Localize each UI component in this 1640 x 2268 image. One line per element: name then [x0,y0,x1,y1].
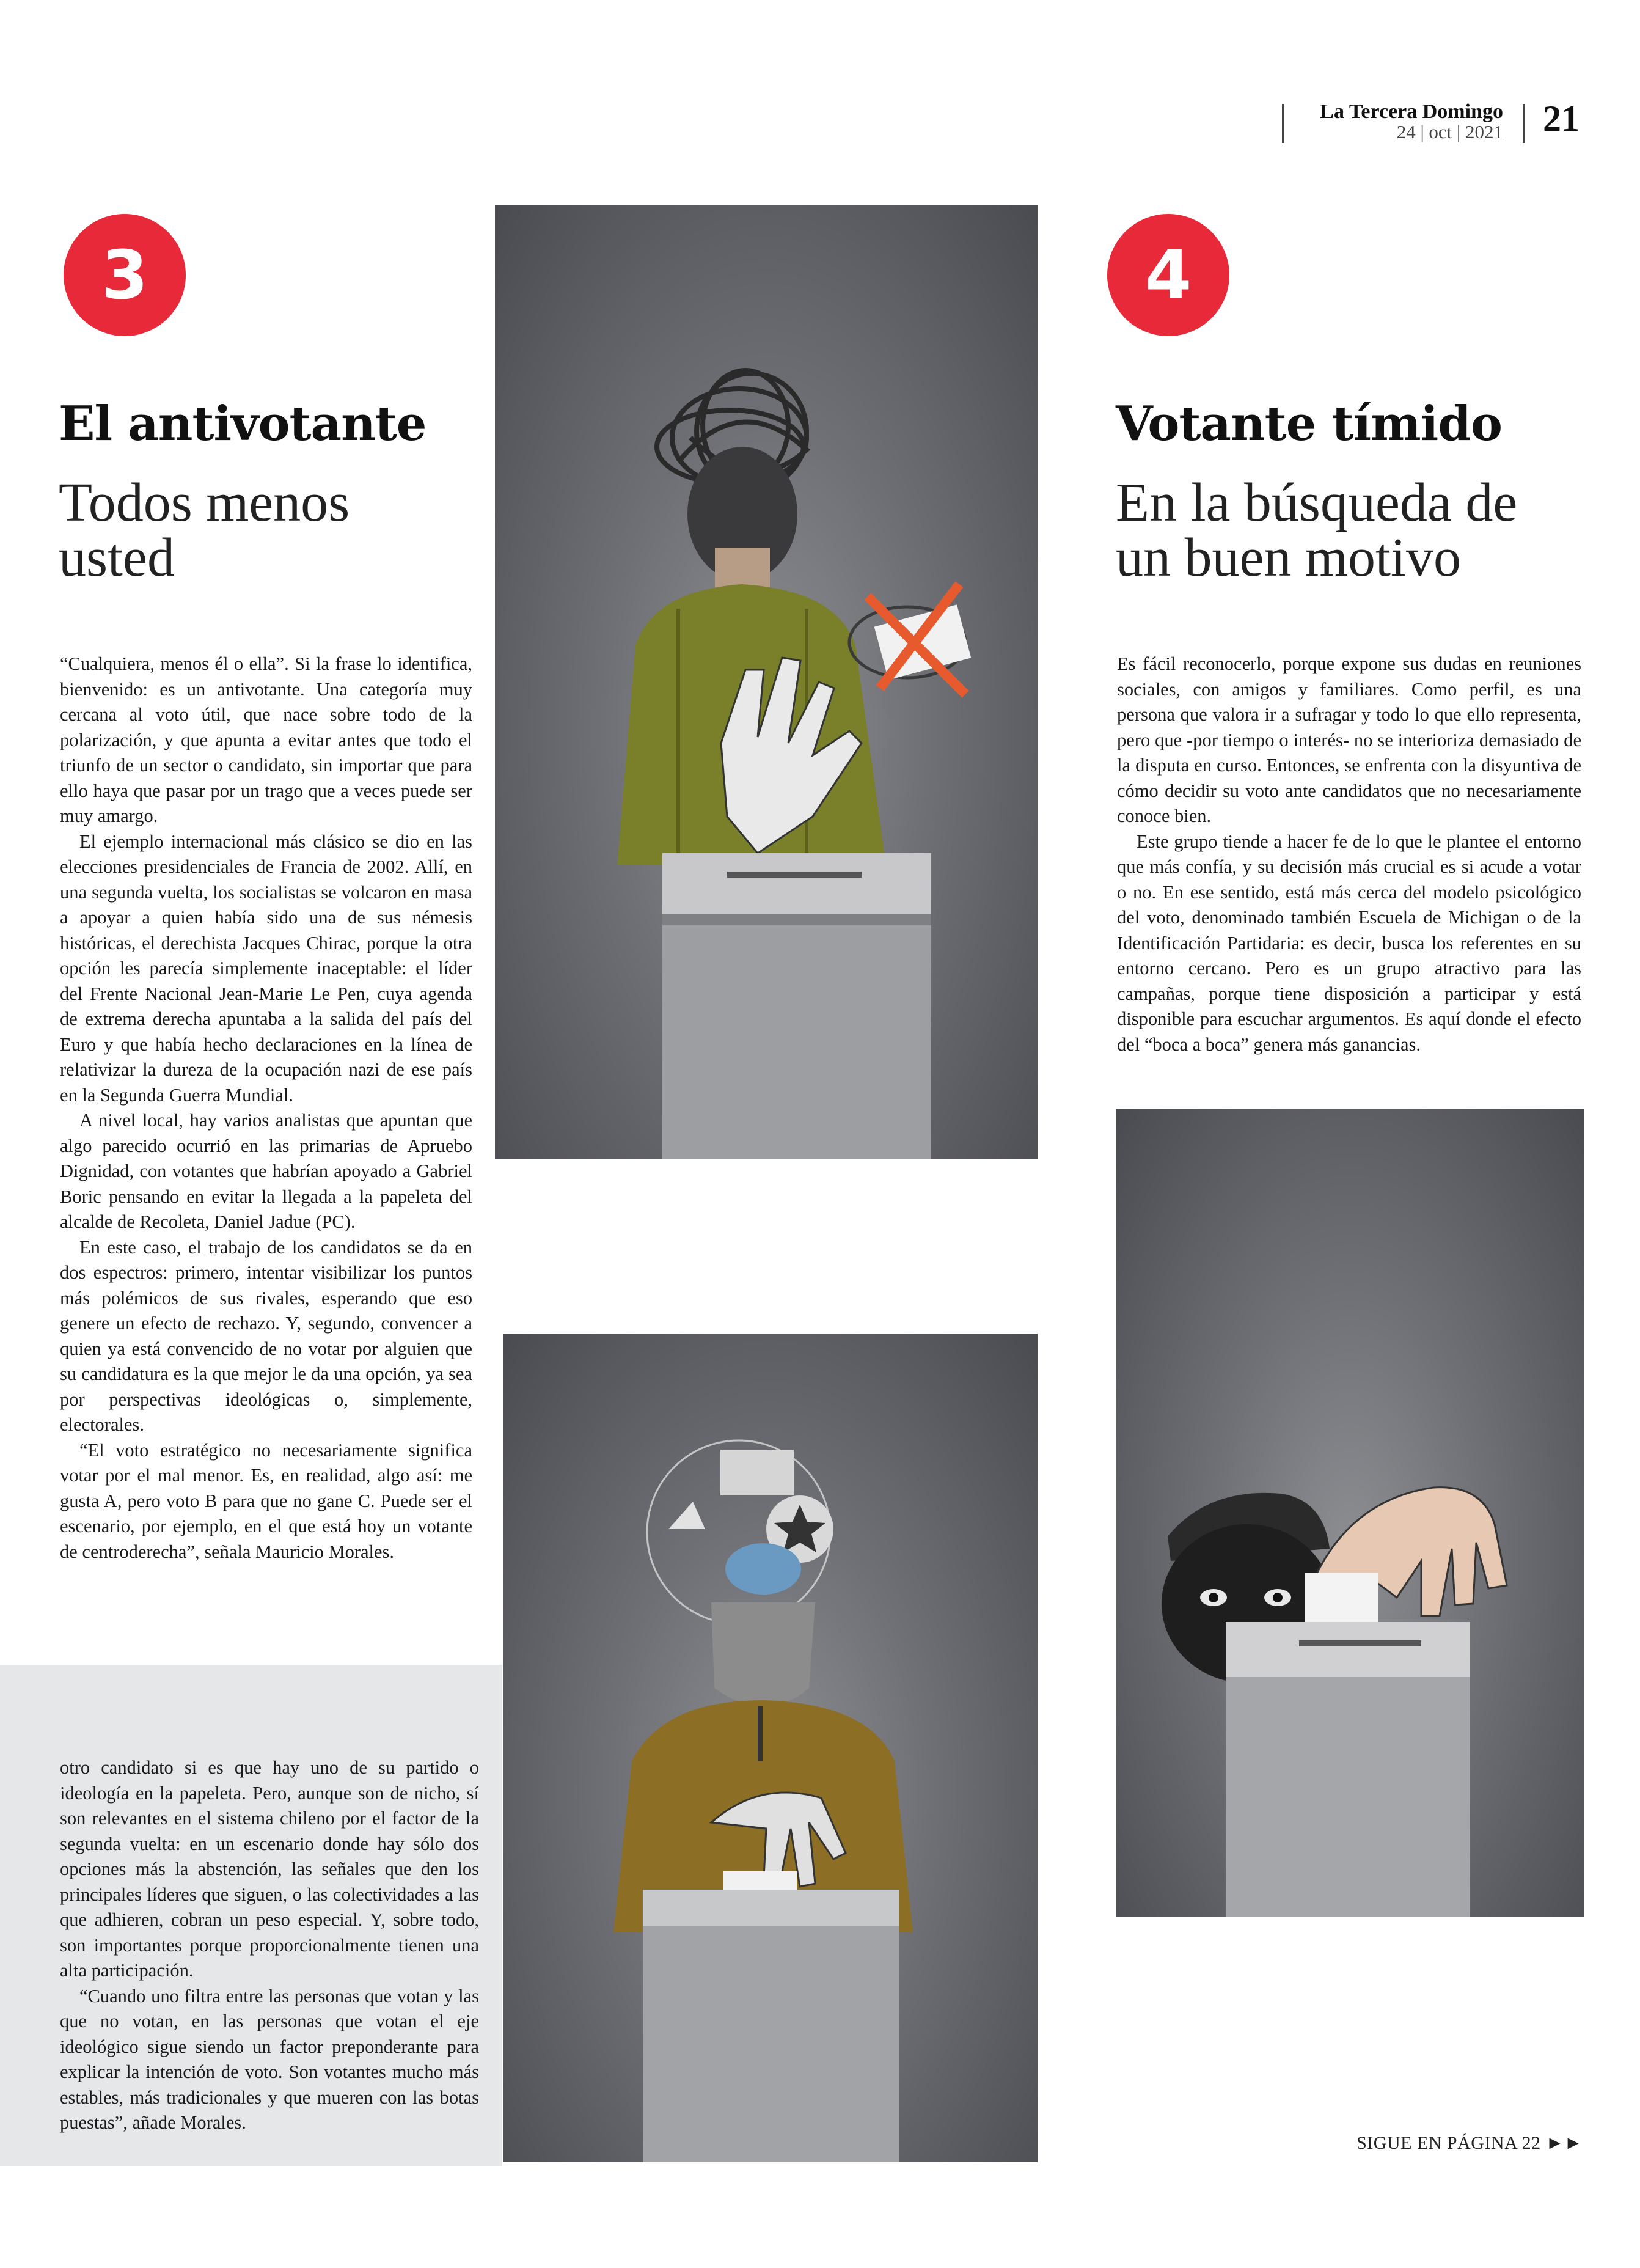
header-rule-right [1523,104,1525,143]
section-3-subtitle: Todos menos usted [59,472,350,588]
face [711,1602,815,1706]
header-rule-left [1282,104,1284,143]
section-4-paragraph: Es fácil reconocerlo, porque expone sus dudas en reuniones sociales, con amigos y familiares. Como perfil, es una persona que valora ir a sufragar y todo lo que ello representa, pero que -por tiempo o interés- no se interioriza demasiado de la disputa en curso. Entonces, se enfrenta con la disyuntiva de cómo decidir su voto ante candidatos que no necesariamente conoce bien. [1117,653,1581,826]
section-3-badge: 3 [64,214,186,336]
ballot-box [662,914,931,1159]
ballot-box [643,1926,899,2162]
ballot-box-top [643,1890,899,1926]
photo-fragment [720,1450,794,1495]
section-3-paragraph: “El voto estratégico no necesariamente significa votar por el mal menor. Es, en realidad, algo así: me gusta A, pero voto B para que no gane C. Puede ser el escenario, por ejemplo, en el que está hoy un votante de centroderecha”, señala Mauricio Morales. [60,1439,472,1562]
section-3-paragraph: A nivel local, hay varios analistas que apuntan que algo parecido ocurrió en las primarias de Apruebo Dignidad, con votantes que habrían apoyado a Gabriel Boric pensando en evitar la llegada a la papeleta del alcalde de Recoleta, Daniel Jadue (PC). [60,1110,472,1232]
brain [725,1543,801,1595]
publication-name: La Tercera Domingo [1320,100,1503,123]
ideology-illustration [503,1334,1038,2162]
section-3-title: El antivotante [59,396,426,452]
triangle-shape [668,1502,705,1529]
ballot-box-top [1226,1622,1470,1677]
shy-voter-collage [1116,1109,1584,1917]
antivotante-illustration [495,205,1038,1159]
section-4-subtitle: En la búsqueda de un buen motivo [1116,472,1518,588]
page-number: 21 [1543,98,1580,139]
section-3-paragraph: El ejemplo internacional más clásico se dio en las elecciones presidenciales de Francia de 2002. Allí, en una segunda vuelta, los socialistas se volcaron en masa a apoyar a quien había sido una de sus némesis históricas, el derechista Jacques Chirac, porque la otra opción les parecía simplemente inaceptable: el líder del Frente Nacional Jean-Marie Le Pen, cuya agenda de extrema derecha apuntaba a la salida del país del Euro y que había hecho declaraciones en la línea de relativizar la dureza de la ocupación nazi de ese país en la Segunda Guerra Mundial. [60,831,472,1106]
section-4-title: Votante tímido [1116,396,1502,452]
continued-body [60,1755,479,2136]
section-3-paragraph: En este caso, el trabajo de los candidatos se da en dos espectros: primero, intentar visibilizar los puntos más polémicos de sus rivales, esperando que eso genere un efecto de rechazo. Y, segundo, convencer a quien ya está convencido de no votar por alguien que su candidatura es la que mejor le da una opción, ya sea por perspectivas ideológicas o, simplemente, electorales. [60,1236,472,1435]
shy-voter-illustration [1116,1109,1584,1917]
section-4-badge: 4 [1107,214,1229,336]
publication-date: 24 | oct | 2021 [1396,121,1503,142]
continued-on-page-link[interactable]: SIGUE EN PÁGINA 22 ►► [1356,2133,1583,2153]
section-3-body [60,651,472,1565]
ballot-box-top [662,853,931,914]
continued-paragraph: “Cuando uno filtra entre las personas que votan y las que no votan, en las personas que votan el eje ideológico sigue siendo un factor preponderante para explicar la intención de voto. Son votantes mucho más estables, más tradicionales y que mueren con las botas puestas”, añade Morales. [60,1985,479,2133]
section-4-body [1117,651,1581,1057]
antivotante-collage [495,205,1038,1159]
section-4-paragraph: Este grupo tiende a hacer fe de lo que le plantee el entorno que más confía, y su decisión más crucial es si acude a votar o no. En ese sentido, está más cerca del modelo psicológico del voto, denominado también Escuela de Michigan o de la Identificación Partidaria: es decir, busca los referentes en su entorno cercano. Pero es un grupo atractivo para las campañas, porque tiene disposición a participar y está disponible para escuchar argumentos. Es aquí donde el efecto del “boca a boca” genera más ganancias. [1117,831,1581,1055]
ballot-box [1226,1677,1470,1917]
section-3-paragraph: “Cualquiera, menos él o ella”. Si la frase lo identifica, bienvenido: es un antivotante. Una categoría muy cercana al voto útil, que nace sobre todo de la polarización, y que apunta a evitar antes que todo el triunfo de un sector o candidato, sin importar que para ello haya que pasar por un trago que a veces puede ser muy amargo. [60,653,472,826]
continued-paragraph: otro candidato si es que hay uno de su partido o ideología en la papeleta. Pero, aunque son de nicho, sí son relevantes en el sistema chileno por el factor de la segunda vuelta: en un escenario donde hay sólo dos opciones más la abstención, las señales que den los principales líderes que siguen, o las colectividades a las que adhieren, cobran un peso especial. Y, sobre todo, son importantes porque proporcionalmente tienen una alta participación. [60,1757,479,1981]
ideology-collage [503,1334,1038,2162]
crossed-ballot [849,584,971,694]
